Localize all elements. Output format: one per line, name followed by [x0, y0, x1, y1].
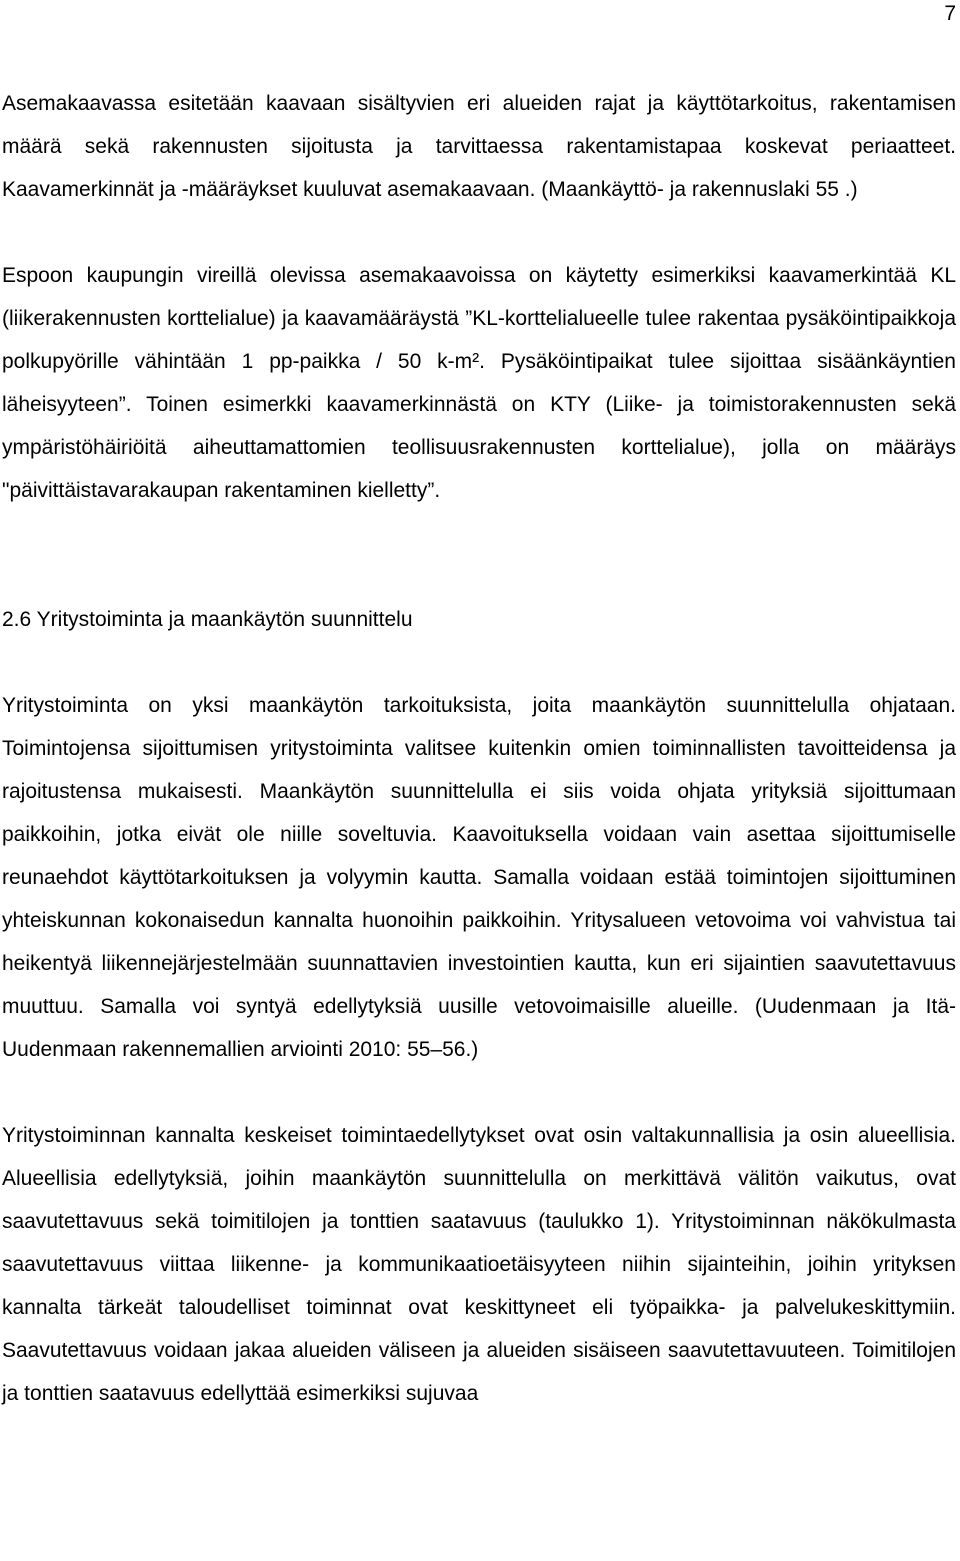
- paragraph-operating-conditions: Yritystoiminnan kannalta keskeiset toimintaedellytykset ovat osin valtakunnallisia ja osin alueellisia. Alueellisia edellytyksiä, joihin maankäytön suunnittelulla on merkittävä välitön vaikutus, ovat saavutettavuus sekä toimitilojen ja tonttien saatavuus (taulukko 1). Yritystoiminnan näkökulmasta saavutettavuus viittaa liikenne- ja kommunikaatioetäisyyteen niihin sijainteihin, joihin yrityksen kannalta tärkeät taloudelliset toiminnat ovat keskittyneet eli työpaikka- ja palvelukeskittymiin. Saavutettavuus voidaan jakaa alueiden väliseen ja alueiden sisäiseen saavutettavuuteen. Toimitilojen ja tonttien saatavuus edellyttää esimerkiksi sujuvaa: [2, 1124, 956, 1405]
- section-spacer: [2, 512, 956, 598]
- paragraph-spacer: [2, 641, 956, 684]
- paragraph-spacer: [2, 211, 956, 254]
- paragraph-zoning-definition: Asemakaavassa esitetään kaavaan sisältyvien eri alueiden rajat ja käyttötarkoitus, rakentamisen määrä sekä rakennusten sijoitusta ja tarvittaessa rakentamistapaa koskevat periaatteet. Kaavamerkinnät ja -määräykset kuuluvat asemakaavaan. (Maankäyttö- ja rakennuslaki 55 .): [2, 92, 956, 201]
- paragraph-spacer: [2, 1071, 956, 1114]
- paragraph-business-planning: Yritystoiminta on yksi maankäytön tarkoituksista, joita maankäytön suunnittelulla ohjataan. Toimintojensa sijoittumisen yritystoiminta valitsee kuitenkin omien toiminnallisten tavoitteidensa ja rajoitustensa mukaisesti. Maankäytön suunnittelulla ei siis voida ohjata yrityksiä sijoittumaan paikkoihin, jotka eivät ole niille soveltuvia. Kaavoituksella voidaan vain asettaa sijoittumiselle reunaehdot käyttötarkoituksen ja volyymin kautta. Samalla voidaan estää toimintojen sijoittuminen yhteiskunnan kokonaisedun kannalta huonoihin paikkoihin. Yritysalueen vetovoima voi vahvistua tai heikentyä liikennejärjestelmään suunnattavien investointien kautta, kun eri sijaintien saavutettavuus muuttuu. Samalla voi syntyä edellytyksiä uusille vetovoimaisille alueille. (Uudenmaan ja Itä-Uudenmaan rakennemallien arviointi 2010: 55–56.): [2, 694, 956, 1061]
- section-heading: 2.6 Yritystoiminta ja maankäytön suunnittelu: [2, 608, 413, 631]
- document-body: [2, 82, 956, 1415]
- paragraph-espoo-examples: Espoon kaupungin vireillä olevissa asemakaavoissa on käytetty esimerkiksi kaavamerkintää KL (liikerakennusten korttelialue) ja kaavamääräystä ”KL-korttelialueelle tulee rakentaa pysäköintipaikkoja polkupyörille vähintään 1 pp-paikka / 50 k-m². Pysäköintipaikat tulee sijoittaa sisäänkäyntien läheisyyteen”. Toinen esimerkki kaavamerkinnästä on KTY (Liike- ja toimistorakennusten sekä ympäristöhäiriöitä aiheuttamattomien teollisuusrakennusten korttelialue), jolla on määräys "päivittäistavarakaupan rakentaminen kielletty”.: [2, 264, 956, 502]
- page-number: 7: [944, 2, 956, 25]
